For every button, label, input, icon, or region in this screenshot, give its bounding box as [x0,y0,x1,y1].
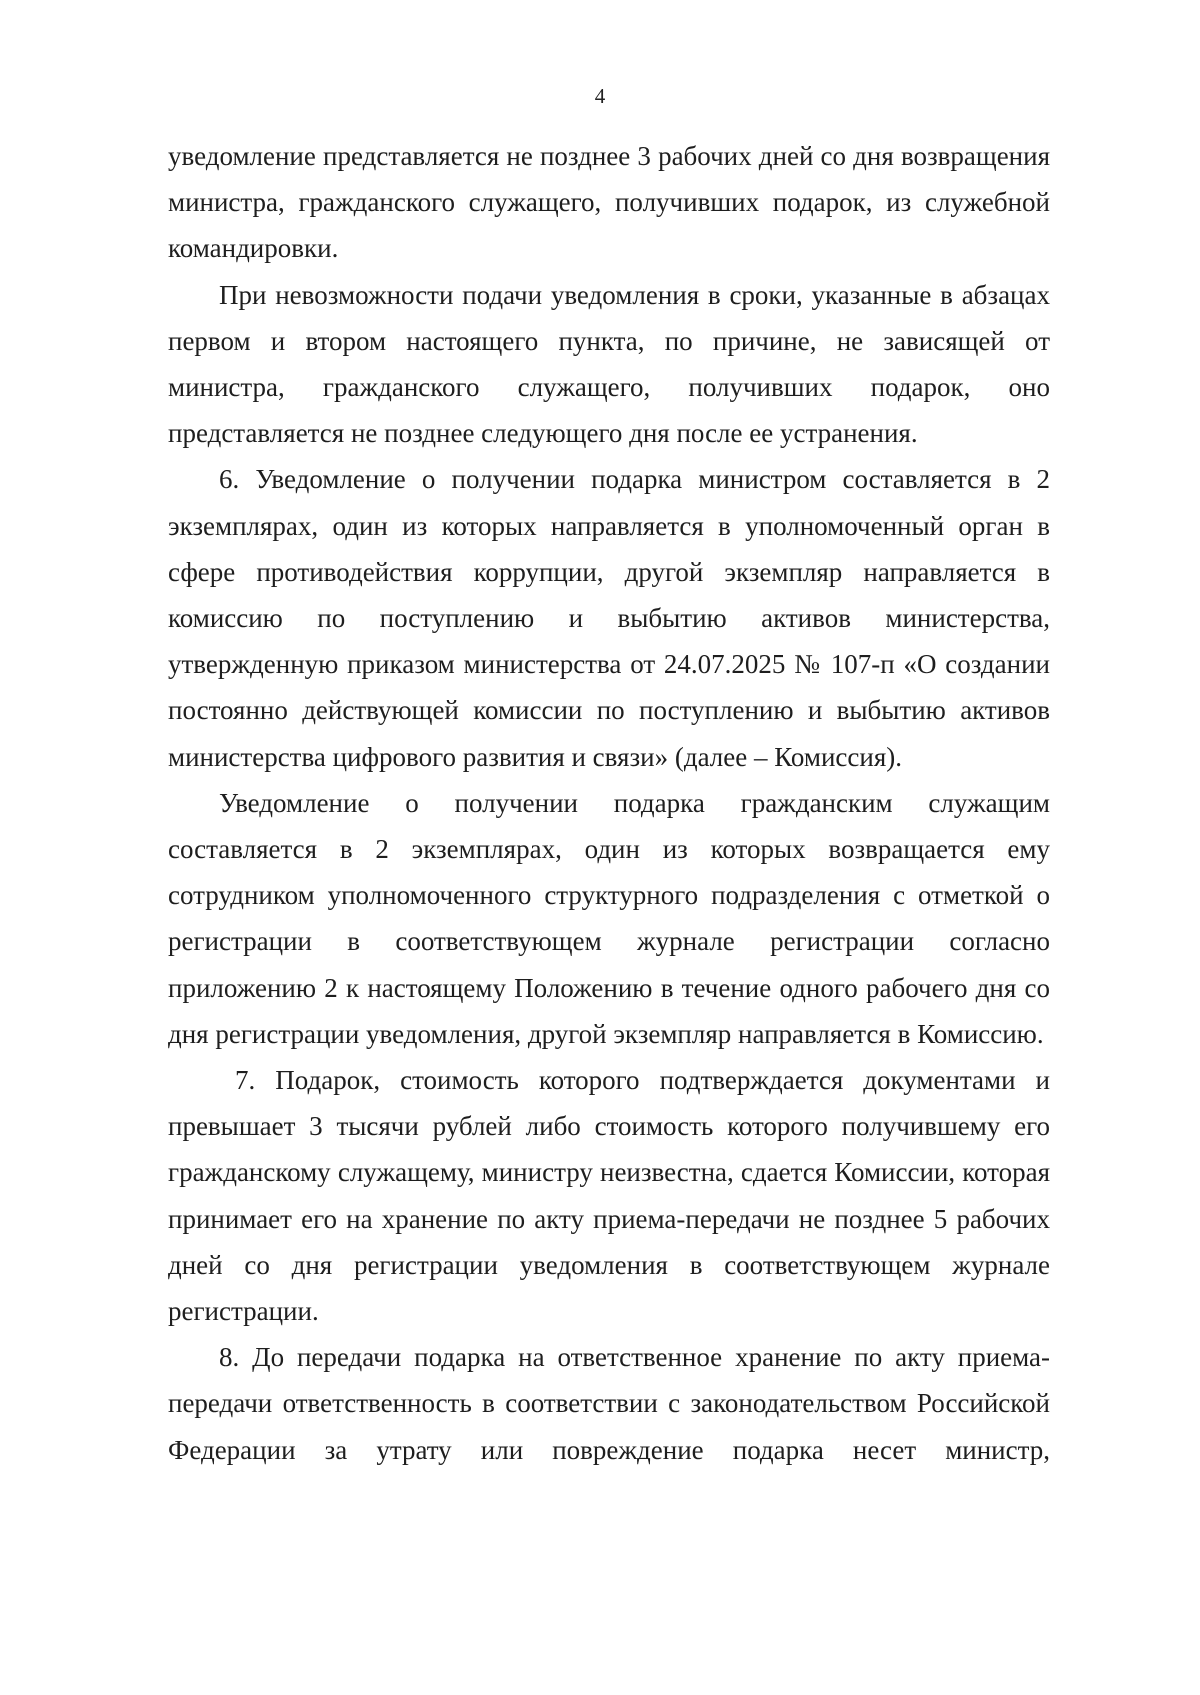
paragraph-item-7: 7. Подарок, стоимость которого подтверждается документами и превышает 3 тысячи рублей либо стоимость которого получившему его гражданскому служащему, министру неизвестна, сдается Комиссии, которая принимает его на хранение по акту приема-передачи не позднее 5 рабочих дней со дня регистрации уведомления в соответствующем журнале регистрации. [168,1065,1050,1327]
paragraph-item-8: 8. До передачи подарка на ответственное хранение по акту приема-передачи ответственность в соответствии с законодательством Российской Федерации за утрату или повреждение подарка несет министр, [168,1342,1050,1465]
paragraph-item-6: 6. Уведомление о получении подарка министром составляется в 2 экземплярах, один из которых направляется в уполномоченный орган в сфере противодействия коррупции, другой экземпляр направляется в комиссию по поступлению и выбытию активов министерства, утвержденную приказом министерства от 24.07.2025 № 107-п «О создании постоянно действующей комиссии по поступлению и выбытию активов министерства цифрового развития и связи» (далее – Комиссия). [168,464,1050,772]
document-body [168,133,1050,1473]
paragraph-continuation: уведомление представляется не позднее 3 рабочих дней со дня возвращения министра, гражданского служащего, получивших подарок, из служебной командировки. [168,141,1050,264]
page-number: 4 [594,84,606,108]
paragraph-item-6-civil-servant: Уведомление о получении подарка гражданским служащим составляется в 2 экземплярах, один из которых возвращается ему сотрудником уполномоченного структурного подразделения с отметкой о регистрации в соответствующем журнале регистрации согласно приложению 2 к настоящему Положению в течение одного рабочего дня со дня регистрации уведомления, другой экземпляр направляется в Комиссию. [168,787,1050,1049]
paragraph-deadline-exception: При невозможности подачи уведомления в сроки, указанные в абзацах первом и втором настоящего пункта, по причине, не зависящей от министра, гражданского служащего, получивших подарок, оно представляется не позднее следующего дня после ее устранения. [168,279,1050,449]
